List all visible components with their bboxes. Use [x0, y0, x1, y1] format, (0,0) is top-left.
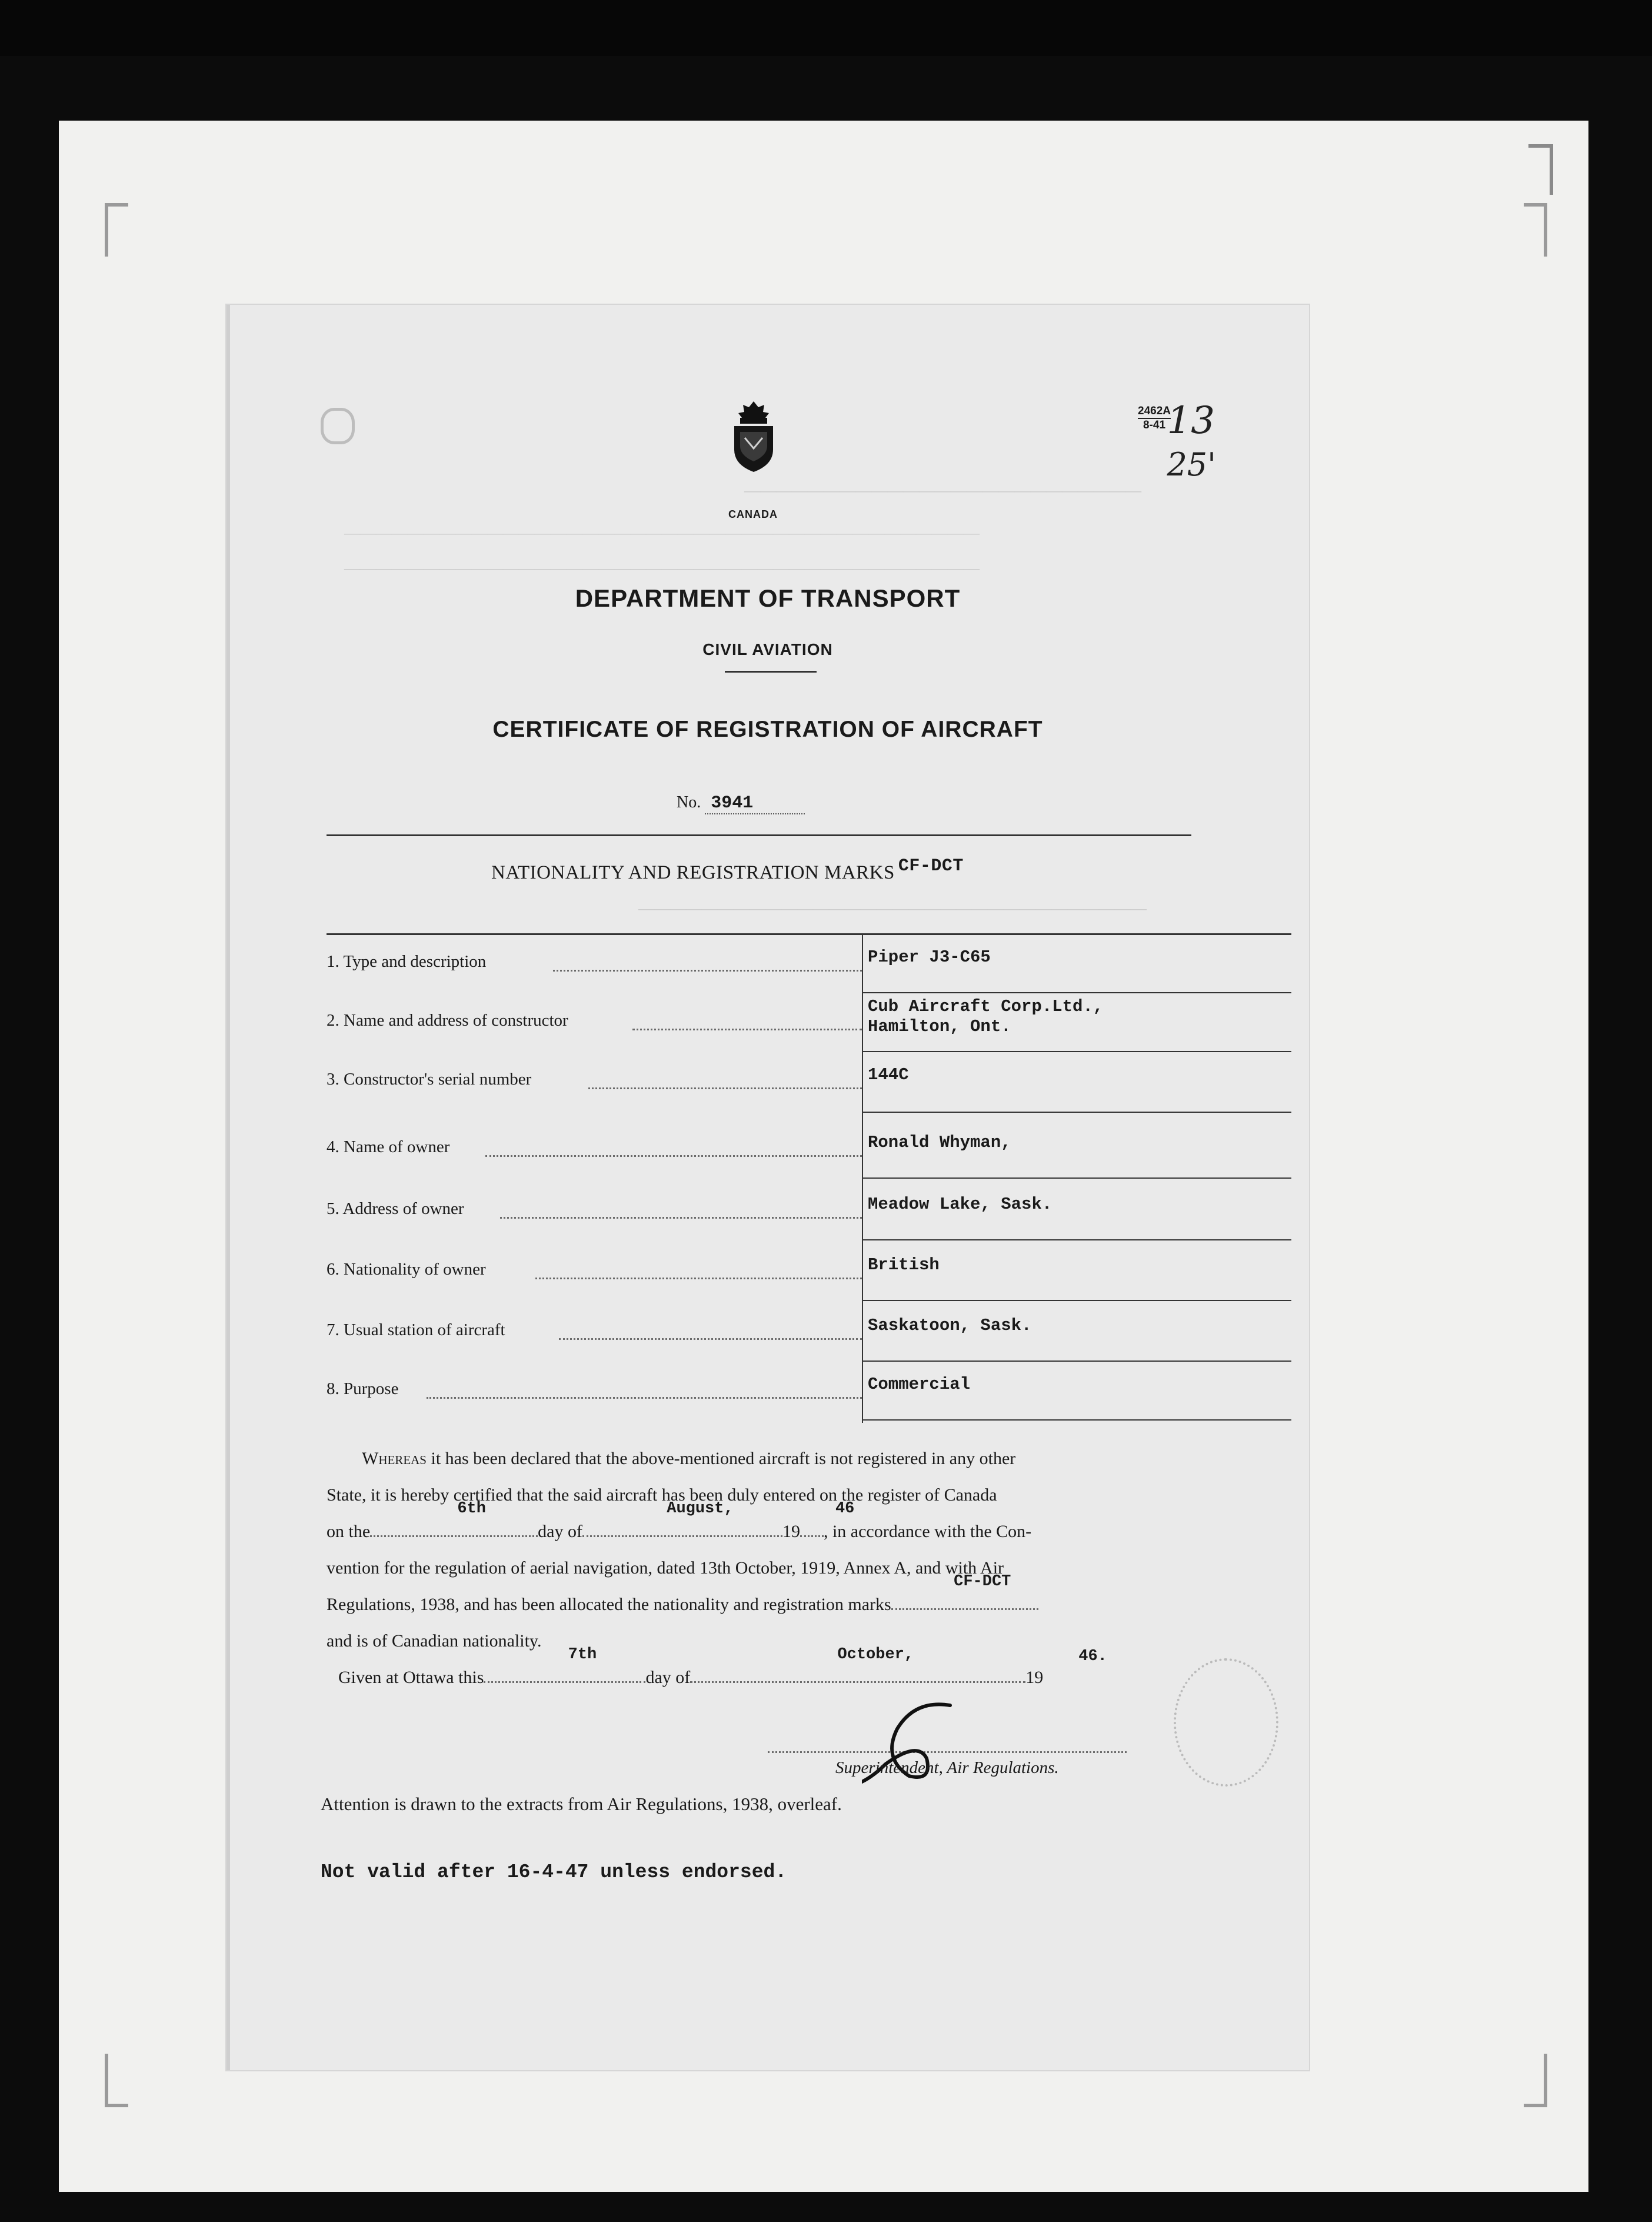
field-label: 3. Constructor's serial number [327, 1070, 532, 1089]
leader-dots [535, 1278, 862, 1279]
allocated-marks-value: CF-DCT [954, 1573, 1011, 1591]
leader-dots [559, 1338, 862, 1340]
validity-note: Not valid after 16-4-47 unless endorsed. [321, 1861, 787, 1883]
field-value: Commercial [868, 1375, 971, 1394]
bleed-through-texture: ————————————————————————— [744, 481, 1141, 499]
leader-dots [588, 1087, 862, 1089]
entry-day-fill [370, 1500, 538, 1537]
field-value: Cub Aircraft Corp.Ltd., Hamilton, Ont. [868, 997, 1104, 1036]
leader-dots [632, 1029, 862, 1030]
certification-paragraph [327, 1441, 1285, 1696]
entry-month-fill [582, 1500, 782, 1537]
entry-year-value: 46 [835, 1500, 855, 1518]
section-rule [327, 834, 1191, 836]
certificate-number-label: No. [677, 793, 701, 811]
year-prefix: 19 [782, 1522, 800, 1541]
entry-day-value: 6th [457, 1500, 486, 1518]
field-row [327, 1242, 1280, 1303]
registration-certificate [227, 305, 1309, 2070]
bleed-through-texture: ———————————————————————————————————————— [344, 559, 980, 577]
entry-month-value: August, [667, 1500, 734, 1518]
whereas-word: Whereas [362, 1449, 427, 1468]
form-number [1138, 405, 1171, 432]
field-label: 4. Name of owner [327, 1137, 450, 1156]
leader-dots [500, 1217, 862, 1219]
coat-of-arms-icon [727, 399, 780, 475]
field-row [327, 993, 1280, 1055]
field-separator [862, 992, 1291, 993]
title-divider [725, 671, 817, 673]
faint-mark [321, 408, 355, 444]
field-separator [862, 1300, 1291, 1301]
field-separator [862, 1177, 1291, 1179]
form-number-value: 2462A [1138, 405, 1171, 419]
given-year-value: 46. [1078, 1648, 1107, 1665]
corner-bracket-icon [105, 203, 128, 257]
corner-bracket-icon [1528, 144, 1553, 195]
field-separator [862, 1419, 1291, 1421]
field-row [327, 1182, 1280, 1243]
crest-caption: CANADA [728, 508, 778, 520]
field-row [327, 1362, 1280, 1423]
leader-dots [485, 1155, 862, 1157]
year-prefix: 19 [1025, 1668, 1044, 1687]
given-day-fill [484, 1646, 645, 1683]
division-title: CIVIL AVIATION [702, 640, 833, 658]
body-text: Given at Ottawa this [338, 1668, 484, 1687]
body-text: it has been declared that the above-mentioned aircraft is not registered in any other [427, 1449, 1016, 1468]
signature-mark [862, 1694, 962, 1794]
field-row [327, 1120, 1280, 1181]
body-text: on the [327, 1522, 371, 1541]
field-separator [862, 1239, 1291, 1240]
given-year-fill [1043, 1648, 1107, 1683]
given-day-value: 7th [568, 1646, 597, 1664]
handwritten-annotation: 25' [1167, 446, 1216, 483]
corner-bracket-icon [1524, 203, 1547, 257]
field-value: 144C [868, 1065, 909, 1085]
field-value: Meadow Lake, Sask. [868, 1195, 1053, 1214]
leader-dots [427, 1397, 862, 1399]
field-value: British [868, 1255, 940, 1275]
field-label: 7. Usual station of aircraft [327, 1320, 505, 1339]
field-label: 8. Purpose [327, 1379, 399, 1398]
field-label: 1. Type and description [327, 952, 487, 971]
field-row [327, 934, 1280, 996]
field-value: Ronald Whyman, [868, 1133, 1011, 1152]
field-label: 5. Address of owner [327, 1199, 464, 1218]
paper-edge [227, 305, 230, 2070]
registration-marks-value: CF-DCT [898, 856, 964, 876]
corner-bracket-icon [1524, 2054, 1547, 2107]
registration-marks-label: NATIONALITY AND REGISTRATION MARKS [491, 862, 895, 883]
entry-year-fill [800, 1500, 855, 1537]
body-text: Regulations, 1938, and has been allocated the nationality and registration marks [327, 1595, 891, 1614]
body-text: day of [645, 1668, 691, 1687]
field-value: Saskatoon, Sask. [868, 1316, 1032, 1335]
bleed-through-texture: ———————————————————————————————— [638, 899, 1147, 917]
field-row [327, 1303, 1280, 1364]
field-separator [862, 1112, 1291, 1113]
field-value: Piper J3-C65 [868, 947, 991, 967]
field-label: 6. Nationality of owner [327, 1260, 486, 1279]
allocated-marks-fill [891, 1573, 1038, 1610]
scanner-top-strip [0, 0, 1652, 56]
registration-marks [491, 856, 964, 884]
handwritten-annotation: 13 [1167, 399, 1215, 443]
department-title: DEPARTMENT OF TRANSPORT [575, 584, 961, 612]
form-revision: 8-41 [1143, 419, 1166, 431]
body-text: State, it is hereby certified that the said aircraft has been duly entered on the register of Canada [327, 1485, 997, 1505]
body-text: , in accordance with the Con- [823, 1522, 1032, 1541]
faint-stamp [1174, 1658, 1278, 1787]
signatory-title: Superintendent, Air Regulations. [835, 1758, 1059, 1777]
leader-dots [553, 970, 862, 972]
certificate-number-value: 3941 [705, 793, 805, 814]
corner-bracket-icon [105, 2054, 128, 2107]
body-text: day of [538, 1522, 582, 1541]
given-month-fill [690, 1646, 1025, 1683]
bleed-through-texture: ———————————————————————————————————————— [344, 524, 980, 541]
field-row [327, 1052, 1280, 1113]
certificate-title: CERTIFICATE OF REGISTRATION OF AIRCRAFT [492, 717, 1043, 742]
body-text: vention for the regulation of aerial navigation, dated 13th October, 1919, Annex A, and with Air [327, 1558, 1004, 1578]
certificate-number [677, 793, 805, 814]
given-month-value: October, [837, 1646, 914, 1664]
field-label: 2. Name and address of constructor [327, 1011, 568, 1030]
body-text: and is of Canadian nationality. [327, 1631, 542, 1651]
attention-note: Attention is drawn to the extracts from Air Regulations, 1938, overleaf. [321, 1794, 842, 1814]
